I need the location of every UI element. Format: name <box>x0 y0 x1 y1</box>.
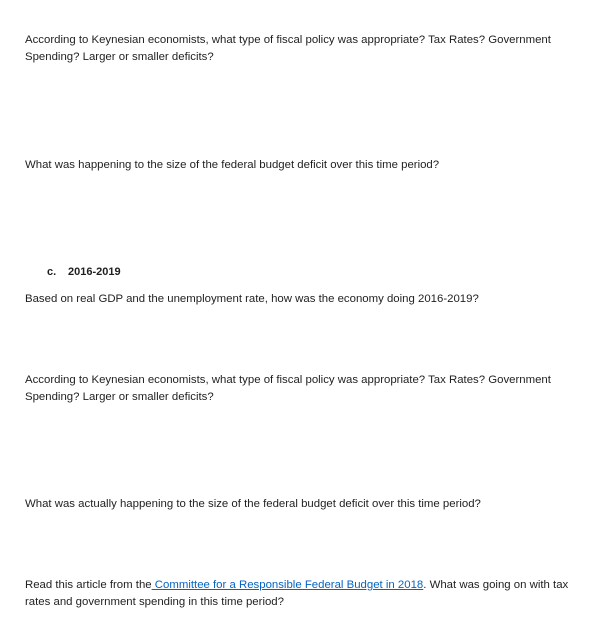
section-marker: c. <box>47 266 57 278</box>
question-keynesian-fiscal-policy-1: According to Keynesian economists, what type of fiscal policy was appropriate? Tax Rates? Government Spending? Larger or smaller deficits? <box>25 34 551 63</box>
article-prompt-prefix: Read this article from the <box>25 579 152 591</box>
question-deficit-size-2: What was actually happening to the size of the federal budget deficit over this time period? <box>25 498 481 510</box>
question-keynesian-fiscal-policy-2: According to Keynesian economists, what type of fiscal policy was appropriate? Tax Rates? Government Spending? Larger or smaller deficits? <box>25 374 551 403</box>
crfb-article-link[interactable]: Committee for a Responsible Federal Budget in 2018 <box>151 579 424 591</box>
section-heading-c <box>47 264 121 281</box>
question-economy-2016-2019: Based on real GDP and the unemployment rate, how was the economy doing 2016-2019? <box>25 293 479 305</box>
section-title: 2016-2019 <box>68 266 121 278</box>
question-crfb-article <box>25 577 585 610</box>
article-prompt-suffix: . What was going on with tax rates and government spending in this time period? <box>25 579 569 608</box>
question-deficit-size-1: What was happening to the size of the federal budget deficit over this time period? <box>25 159 440 171</box>
